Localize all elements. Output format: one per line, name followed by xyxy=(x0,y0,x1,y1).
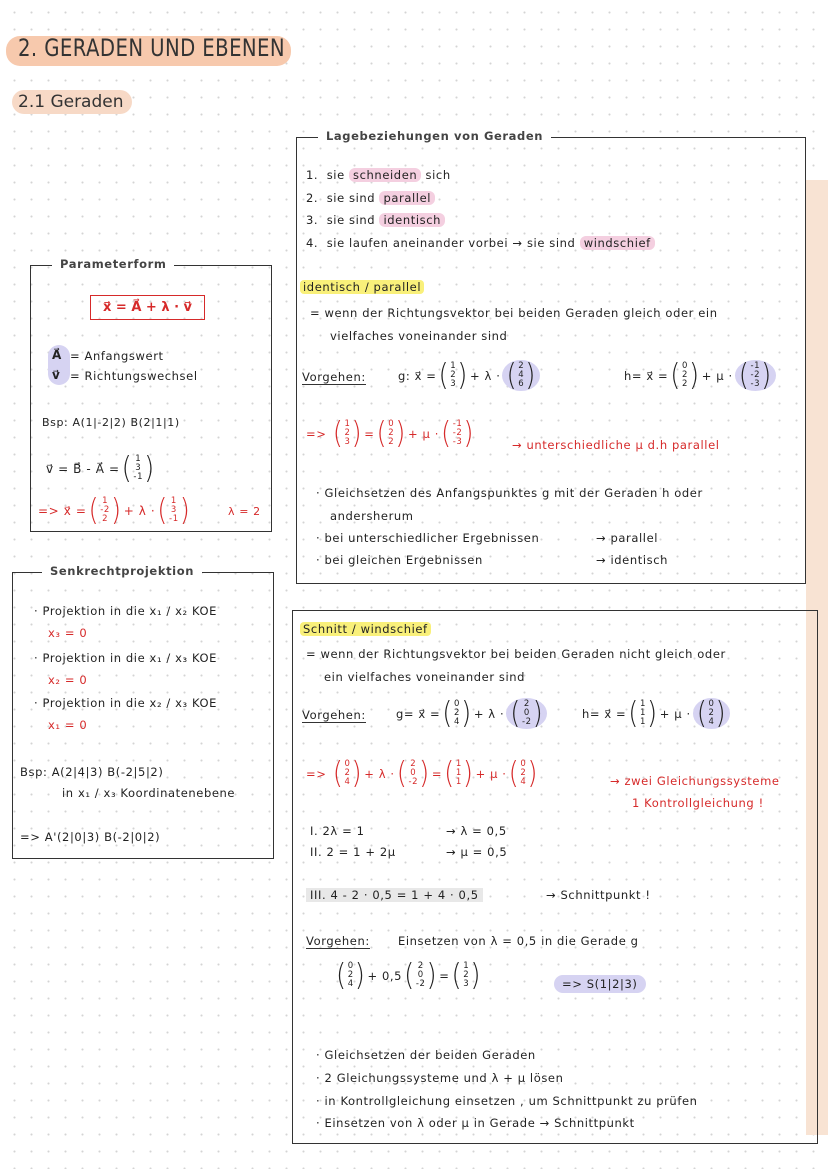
schnitt-res-a: ( 0 2 4 ) xyxy=(336,958,366,993)
identisch-bullet-1b: andersherum xyxy=(330,509,414,523)
identisch-h-b: ( -1 -2 -3 ) xyxy=(735,360,776,391)
senkrecht-result: => A'(2|0|3) B(-2|0|2) xyxy=(20,830,161,844)
identisch-line1: = wenn der Richtungsvektor bei beiden Geraden gleich oder ein xyxy=(310,306,718,320)
def-v-sym: v⃗ xyxy=(52,368,61,382)
identisch-h-line: h= x⃗ = ( 0 2 2 ) + μ · ( -1 -2 -3 ) xyxy=(624,360,778,391)
schnitt-sys3: III. 4 - 2 · 0,5 = 1 + 4 · 0,5 xyxy=(306,888,483,902)
proj-item-2: · Projektion in die x₁ / x₃ KOE xyxy=(34,651,218,665)
x-line xyxy=(38,493,192,528)
identisch-line2: vielfaches voneinander sind xyxy=(330,329,508,343)
schnitt-vorgehen: Vorgehen: xyxy=(302,708,366,722)
schnitt-bullet-3: · in Kontrollgleichung einsetzen , um Schnittpunkt zu prüfen xyxy=(316,1094,698,1108)
v-line xyxy=(46,451,157,486)
schnitt-res-b: ( 2 0 -2 ) xyxy=(404,958,438,993)
schnitt-g-line: g= x⃗ = ( 0 2 4 ) + λ · ( 2 0 -2 ) xyxy=(396,698,549,729)
schnitt-sys2r: → μ = 0,5 xyxy=(446,845,508,859)
x-vector-a: ( 1 -2 2 ) xyxy=(88,493,122,528)
schnitt-line1: = wenn der Richtungsvektor bei beiden Geraden nicht gleich oder xyxy=(306,647,726,661)
identisch-bullet-3: · bei gleichen Ergebnissen xyxy=(316,553,483,567)
x-line-prefix: => x⃗ = xyxy=(38,503,87,518)
identisch-eq-a: ( 1 2 3 ) xyxy=(332,416,363,451)
def-a-text: = Anfangswert xyxy=(70,349,164,363)
identisch-g-b: ( 2 4 6 ) xyxy=(502,360,540,391)
schnitt-g-b: ( 2 0 -2 ) xyxy=(506,698,547,729)
schnitt-eq-c: ( 1 1 1 ) xyxy=(444,756,474,791)
identisch-h-a: ( 0 2 2 ) xyxy=(670,358,700,393)
identisch-eq-b: ( 0 2 2 ) xyxy=(376,416,407,451)
schnitt-bullet-1: · Gleichsetzen der beiden Geraden xyxy=(316,1048,536,1062)
schnitt-sys1: I. 2λ = 1 xyxy=(310,824,365,838)
schnitt-h-a: ( 1 1 1 ) xyxy=(628,696,658,731)
v-vector: ( 1 3 -1 ) xyxy=(121,451,155,486)
senkrecht-bsp: Bsp: A(2|4|3) B(-2|5|2) xyxy=(20,765,164,779)
schnitt-h-b: ( 0 2 4 ) xyxy=(693,698,731,729)
lage-item-4: 4. sie laufen aneinander vorbei → sie sind windschief xyxy=(306,236,655,250)
schnitt-vorgehen2: Vorgehen: xyxy=(306,934,370,948)
x-line-mid: + λ · xyxy=(123,503,156,518)
identisch-g-a: ( 1 2 3 ) xyxy=(438,358,469,393)
x-vector-b: ( 1 3 -1 ) xyxy=(157,493,191,528)
v-line-text: v⃗ = B⃗ - A⃗ = xyxy=(46,461,120,476)
proj-sub-1: x₃ = 0 xyxy=(48,626,88,640)
lage-item-3: 3. sie sind identisch xyxy=(306,213,445,227)
parameterform-title: Parameterform xyxy=(52,257,174,271)
schnitt-note2: 1 Kontrollgleichung ! xyxy=(632,796,764,810)
proj-item-3: · Projektion in die x₂ / x₃ KOE xyxy=(34,696,218,710)
def-a-sym: A⃗ xyxy=(52,348,62,362)
schnitt-box xyxy=(292,610,818,1144)
proj-item-1: · Projektion in die x₁ / x₂ KOE xyxy=(34,604,218,618)
schnitt-heading: Schnitt / windschief xyxy=(300,622,431,636)
schnitt-eq-a: ( 0 2 4 ) xyxy=(332,756,363,791)
schnitt-h-line: h= x⃗ = ( 1 1 1 ) + μ · ( 0 2 4 ) xyxy=(582,698,732,729)
identisch-vorgehen: Vorgehen: xyxy=(302,370,366,384)
senkrecht-bsp2: in x₁ / x₃ Koordinatenebene xyxy=(62,786,236,800)
identisch-eq: => ( 1 2 3 ) = ( 0 2 2 ) + μ · ( -1 -2 -3 ) xyxy=(306,416,475,451)
schnitt-bullet-4: · Einsetzen von λ oder μ in Gerade → Schnittpunkt xyxy=(316,1116,635,1130)
identisch-g-line: g: x⃗ = ( 1 2 3 ) + λ · ( 2 4 6 ) xyxy=(398,360,542,391)
lage-item-1: 1. sie schneiden sich xyxy=(306,168,451,182)
identisch-eq-c: ( -1 -2 -3 ) xyxy=(440,416,475,451)
def-v-text: = Richtungswechsel xyxy=(70,369,198,383)
lambda-note: λ = 2 xyxy=(228,505,261,518)
schnitt-sys3r: → Schnittpunkt ! xyxy=(546,888,651,902)
proj-sub-3: x₁ = 0 xyxy=(48,718,88,732)
parameterform-bsp: Bsp: A(1|-2|2) B(2|1|1) xyxy=(42,416,180,429)
lage-title: Lagebeziehungen von Geraden xyxy=(318,129,551,143)
identisch-res-identisch: → identisch xyxy=(596,553,669,567)
schnitt-eq: => ( 0 2 4 ) + λ · ( 2 0 -2 ) = ( 1 1 1 ) + μ · ( 0 2 4 ) xyxy=(306,756,539,791)
schnitt-note1: → zwei Gleichungssysteme xyxy=(610,774,780,788)
proj-sub-2: x₂ = 0 xyxy=(48,673,88,687)
identisch-eq-note: → unterschiedliche μ d.h parallel xyxy=(512,438,720,452)
schnitt-res-s: => S(1|2|3) xyxy=(554,977,646,991)
identisch-heading: identisch / parallel xyxy=(300,280,424,294)
schnitt-einsetzen: Einsetzen von λ = 0,5 in die Gerade g xyxy=(398,934,639,948)
schnitt-g-a: ( 0 2 4 ) xyxy=(442,696,472,731)
senkrecht-title: Senkrechtprojektion xyxy=(42,564,202,578)
parameterform-formula: x⃗ = A⃗ + λ · v⃗ xyxy=(90,295,205,320)
section-title: 2.1 Geraden xyxy=(18,92,124,112)
schnitt-eq-b: ( 2 0 -2 ) xyxy=(396,756,430,791)
schnitt-line2: ein vielfaches voneinander sind xyxy=(324,670,526,684)
lage-item-2: 2. sie sind parallel xyxy=(306,191,435,205)
identisch-bullet-2: · bei unterschiedlicher Ergebnissen xyxy=(316,531,540,545)
schnitt-eq-d: ( 0 2 4 ) xyxy=(508,756,539,791)
identisch-res-parallel: → parallel xyxy=(596,531,659,545)
page-title: 2. GERADEN UND EBENEN xyxy=(18,34,286,62)
identisch-bullet-1: · Gleichsetzen des Anfangspunktes g mit der Geraden h oder xyxy=(316,486,703,500)
schnitt-res-c: ( 1 2 3 ) xyxy=(451,958,482,993)
schnitt-sys1r: → λ = 0,5 xyxy=(446,824,507,838)
schnitt-bullet-2: · 2 Gleichungssysteme und λ + μ lösen xyxy=(316,1071,564,1085)
schnitt-sys2: II. 2 = 1 + 2μ xyxy=(310,845,396,859)
schnitt-result-line: ( 0 2 4 ) + 0,5 ( 2 0 -2 ) = ( 1 2 3 ) xyxy=(336,958,482,993)
